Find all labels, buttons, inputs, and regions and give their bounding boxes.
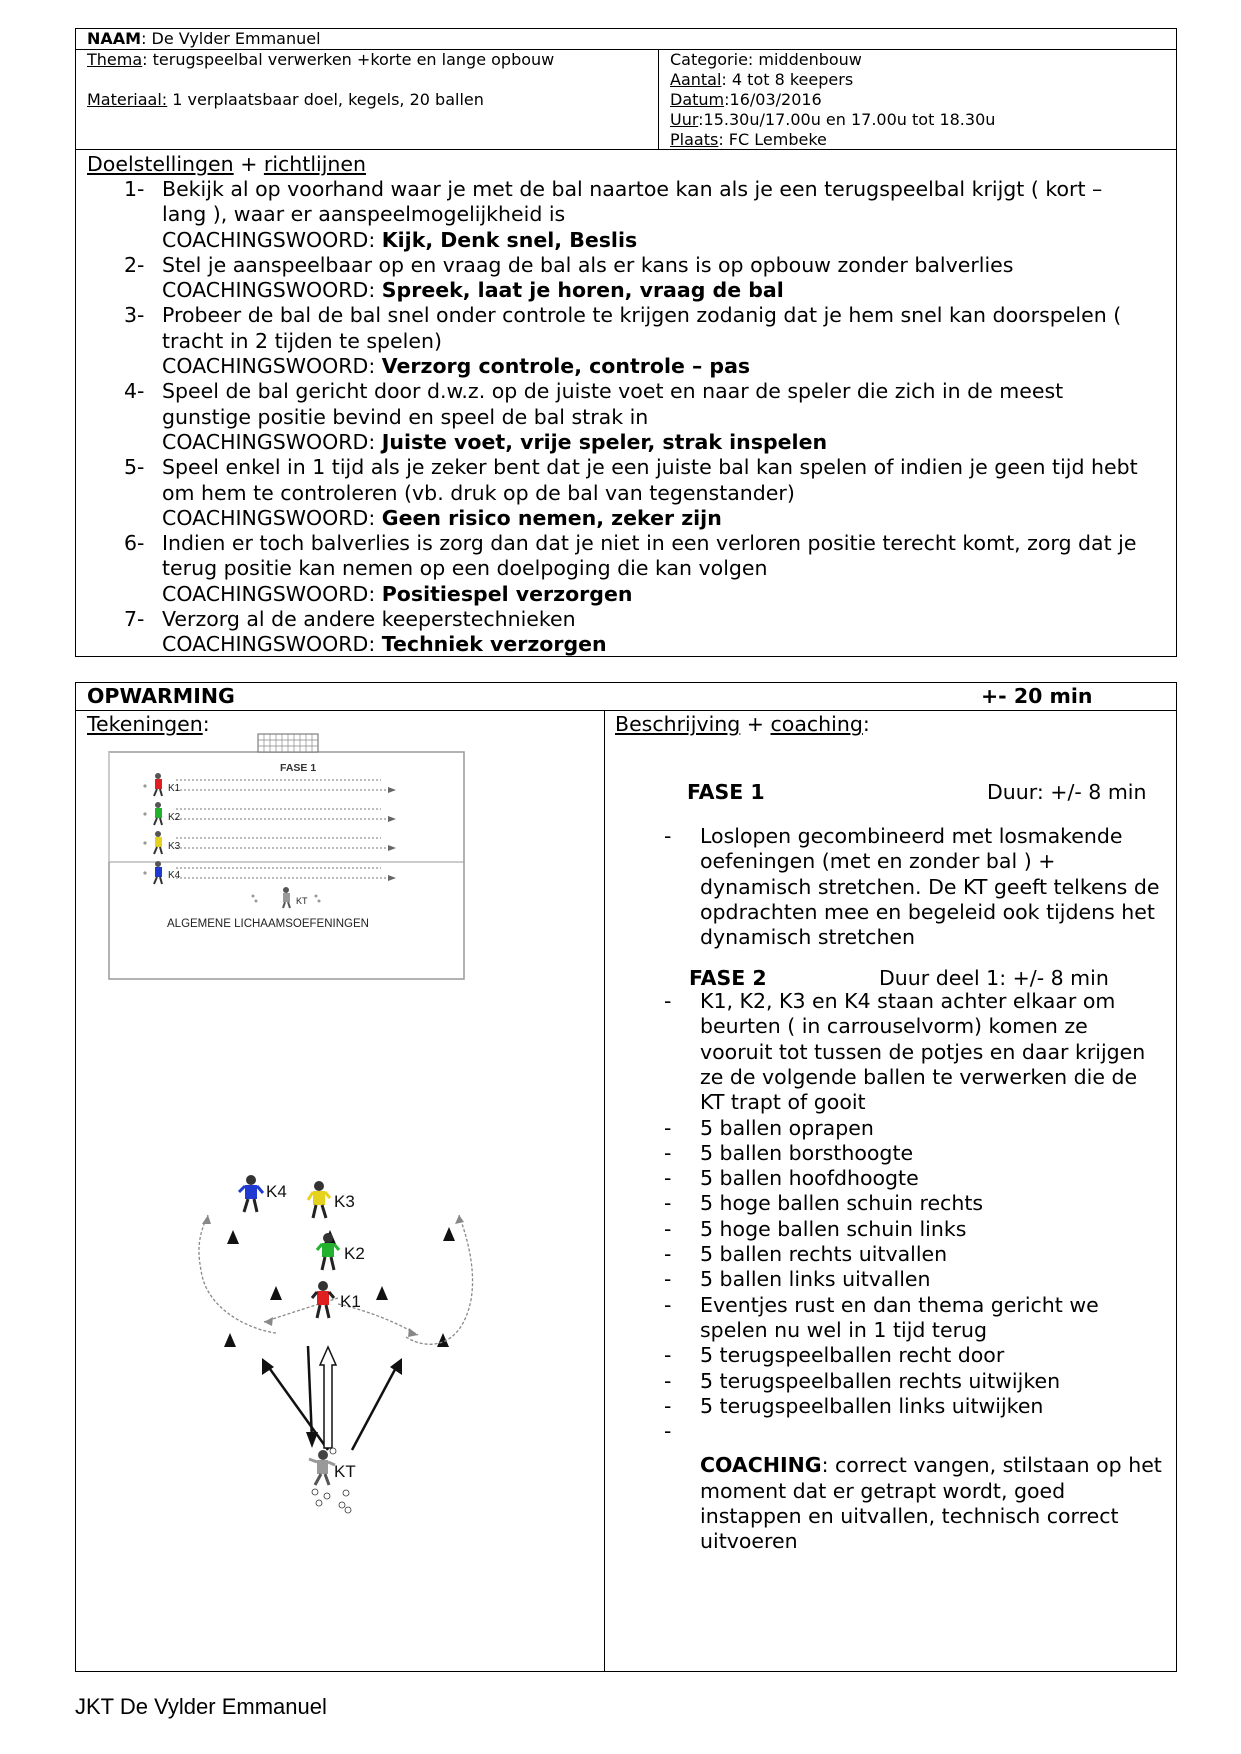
- objective-number: 1-: [124, 177, 145, 201]
- description-plus: +: [740, 712, 771, 736]
- diagram-fase2: [199, 1175, 473, 1513]
- objective-line: Speel enkel in 1 tijd als je zeker bent dat je een juiste bal kan spelen of indien je geen tijd hebt: [162, 455, 1138, 480]
- coach-kt-icon: [309, 1450, 335, 1485]
- description-colon: :: [862, 712, 870, 736]
- footer-text: JKT De Vylder Emmanuel: [75, 1694, 327, 1719]
- diagram1-label-kt: KT: [296, 896, 308, 906]
- coaching-word-value: Spreek, laat je horen, vraag de bal: [381, 278, 784, 303]
- bullet-dash: -: [664, 1267, 672, 1292]
- diagram-fase1: [76, 710, 604, 1670]
- objective-item: [124, 303, 1164, 379]
- plaats-label: Plaats: [670, 130, 719, 149]
- diagram1-fase-label: FASE 1: [280, 762, 317, 774]
- cone-icon: [224, 1333, 236, 1347]
- bullet-dash: -: [664, 824, 672, 848]
- coaching-word-value: Verzorg controle, controle – pas: [381, 354, 751, 379]
- bullet-dash: -: [664, 1393, 672, 1418]
- naam-label: NAAM: [87, 29, 142, 48]
- bullet-text: KT trapt of gooit: [700, 1090, 866, 1115]
- diagram1-label-k1: K1: [168, 783, 181, 794]
- bullet-dash: -: [664, 1140, 672, 1165]
- objective-line: Probeer de bal de bal snel onder controle te krijgen zodanig dat je hem snel kan doorspelen (: [162, 303, 1122, 328]
- cone-icon: [376, 1286, 388, 1300]
- bullet-dash: -: [664, 1343, 672, 1368]
- bullet-text: 5 ballen borsthoogte: [700, 1140, 914, 1165]
- objectives-title: [87, 152, 366, 177]
- aantal-label: Aantal: [670, 70, 722, 89]
- coaching-text: uitvoeren: [700, 1529, 798, 1554]
- bullet-dash: -: [664, 1166, 672, 1191]
- bullet-dash: -: [664, 1368, 672, 1393]
- objective-number: 5-: [124, 455, 145, 480]
- coaching-word-value: Kijk, Denk snel, Beslis: [381, 227, 638, 252]
- coaching-word-value: Positiespel verzorgen: [381, 581, 633, 606]
- bullet-text: beurten ( in carrouselvorm) komen ze: [700, 1014, 1088, 1039]
- thema-value: : terugspeelbal verwerken +korte en lange opbouw: [142, 50, 555, 69]
- bullet-text: 5 hoge ballen schuin rechts: [700, 1191, 984, 1216]
- diagram1-label-k3: K3: [168, 841, 181, 852]
- objective-line: Bekijk al op voorhand waar je met de bal naartoe kan als je een terugspeelbal krijgt ( kort –: [162, 177, 1103, 201]
- player-k2-icon: [317, 1233, 339, 1270]
- objective-item: [124, 379, 1164, 455]
- coaching-word-label: COACHINGSWOORD:: [162, 581, 382, 606]
- bullet-text: 5 terugspeelballen links uitwijken: [700, 1393, 1044, 1418]
- fase1-title: FASE 1: [687, 780, 765, 804]
- bullet-text: opdrachten mee en begeleid ook tijdens het: [700, 899, 1155, 924]
- fase2-title: FASE 2: [689, 966, 767, 990]
- coaching-text: : correct vangen, stilstaan op het: [821, 1453, 1162, 1478]
- objective-coaching: [162, 278, 1164, 303]
- objective-number: 7-: [124, 607, 145, 632]
- objective-line: Stel je aanspeelbaar op en vraag de bal als er kans is op opbouw zonder balverlies: [162, 252, 1014, 277]
- objective-line: lang ), waar er aanspeelmogelijkheid is: [162, 202, 566, 227]
- bullet-text: 5 ballen hoofdhoogte: [700, 1166, 919, 1191]
- description-label: [615, 712, 870, 737]
- bullet-text: Eventjes rust en dan thema gericht we: [700, 1292, 1099, 1317]
- objective-coaching: [162, 506, 1164, 531]
- aantal-value: : 4 tot 8 keepers: [721, 70, 854, 89]
- diagram1-label-k2: K2: [168, 812, 181, 823]
- warmup-duration: +- 20 min: [981, 684, 1093, 708]
- categorie: Categorie: middenbouw: [670, 50, 862, 69]
- coaching-line: [700, 1479, 1180, 1504]
- warmup-title: OPWARMING: [87, 684, 235, 708]
- coaching-word-value: Juiste voet, vrije speler, strak inspelen: [381, 429, 828, 454]
- materiaal-label: Materiaal:: [87, 90, 168, 109]
- uur-label: Uur: [670, 110, 699, 129]
- bullet-text: 5 hoge ballen schuin links: [700, 1216, 967, 1241]
- fase1-duration: Duur: +/- 8 min: [987, 780, 1147, 804]
- bullet-text: dynamisch stretchen. De KT geeft telkens de: [700, 874, 1160, 899]
- objectives-title-a: Doelstellingen: [87, 152, 234, 176]
- bullet-text: 5 ballen oprapen: [700, 1115, 874, 1140]
- goal-icon: [258, 734, 318, 752]
- coaching-line: [700, 1529, 1180, 1554]
- coaching-word-value: Geen risico nemen, zeker zijn: [381, 505, 722, 530]
- coaching-word-label: COACHINGSWOORD:: [162, 278, 382, 303]
- throw-arrow: [320, 1347, 336, 1448]
- objective-line: Indien er toch balverlies is zorg dan dat je niet in een verloren positie terecht komt, zorg dat je: [162, 531, 1137, 556]
- thema-label: Thema: [87, 50, 143, 69]
- warmup-section: [75, 682, 1177, 1672]
- bullet-text: oefeningen (met en zonder bal ) +: [700, 849, 1056, 874]
- header-left-cell: [76, 50, 659, 149]
- coaching-word-label: COACHINGSWOORD:: [162, 632, 382, 657]
- coaching-word-label: COACHINGSWOORD:: [162, 354, 382, 379]
- header-table: [75, 28, 1177, 150]
- diagram2-label-kt: KT: [334, 1462, 356, 1481]
- objective-number: 6-: [124, 531, 145, 556]
- cone-icon: [227, 1230, 239, 1244]
- diagram2-label-k2: K2: [344, 1244, 365, 1263]
- objectives-title-b: richtlijnen: [263, 152, 367, 176]
- uur-value: :15.30u/17.00u en 17.00u tot 18.30u: [698, 110, 996, 129]
- objective-item: [124, 177, 1164, 253]
- objective-line: Verzorg al de andere keeperstechnieken: [162, 607, 576, 632]
- coaching-word-label: COACHINGSWOORD:: [162, 505, 382, 530]
- naam-value: : De Vylder Emmanuel: [141, 29, 321, 48]
- bullet-text: 5 terugspeelballen rechts uitwijken: [700, 1368, 1061, 1393]
- name-row: [76, 29, 1176, 50]
- coaching-word-value: Techniek verzorgen: [381, 632, 607, 657]
- bullet-text: vooruit tot tussen de potjes en daar krijgen: [700, 1039, 1146, 1064]
- player-k4-icon: [239, 1175, 263, 1212]
- bullet-text: dynamisch stretchen: [700, 925, 916, 950]
- objective-item: [124, 607, 1164, 658]
- objective-number: 2-: [124, 252, 145, 277]
- bullet-text: 5 ballen links uitvallen: [700, 1267, 931, 1292]
- curved-run-arrows: [199, 1215, 473, 1344]
- objective-line: Speel de bal gericht door d.w.z. op de juiste voet en naar de speler die zich in de meest: [162, 379, 1064, 404]
- objective-line: gunstige positie bevind en speel de bal strak in: [162, 404, 649, 429]
- objective-coaching: [162, 430, 1164, 455]
- description-label-b: coaching: [770, 712, 863, 736]
- objectives-section: [75, 150, 1177, 657]
- objective-coaching: [162, 228, 1164, 253]
- diagram1-caption: ALGEMENE LICHAAMSOEFENINGEN: [167, 918, 369, 930]
- objective-coaching: [162, 354, 1164, 379]
- coaching-text: instappen en uitvallen, technisch correct: [700, 1504, 1119, 1528]
- bullet-dash: -: [664, 1115, 672, 1140]
- drawings-label-text: Tekeningen: [87, 712, 203, 736]
- objective-coaching: [162, 582, 1164, 607]
- diagram2-label-k4: K4: [266, 1182, 287, 1201]
- materiaal-value: 1 verplaatsbaar doel, kegels, 20 ballen: [167, 90, 484, 109]
- cone-icon: [437, 1333, 449, 1347]
- diagram-fase1-field: [109, 752, 464, 979]
- bullet-text: ze de volgende ballen te verwerken die de: [700, 1064, 1138, 1089]
- description-column: [604, 710, 1176, 1671]
- plaats-value: : FC Lembeke: [718, 130, 827, 149]
- cone-icon: [270, 1286, 282, 1300]
- curved-arrow-heads: [202, 1215, 464, 1337]
- objectives-list: [124, 177, 1164, 658]
- description-label-a: Beschrijving: [615, 712, 741, 736]
- cone-icon: [443, 1227, 455, 1241]
- objective-item: [124, 253, 1164, 304]
- bullet-text: spelen nu wel in 1 tijd terug: [700, 1317, 988, 1342]
- bullet-dash: -: [664, 1242, 672, 1266]
- bullet-dash: -: [664, 989, 672, 1013]
- objective-item: [124, 531, 1164, 607]
- bullet-text: 5 ballen rechts uitvallen: [700, 1242, 948, 1266]
- drawings-column: [76, 710, 605, 1671]
- objective-number: 3-: [124, 303, 145, 328]
- coaching-word-label: COACHINGSWOORD:: [162, 227, 382, 252]
- bullet-text: Loslopen gecombineerd met losmakende: [700, 824, 1123, 848]
- datum-value: :16/03/2016: [724, 90, 822, 109]
- coaching-line: [700, 1504, 1180, 1529]
- drawings-colon: :: [202, 712, 210, 736]
- objective-number: 4-: [124, 379, 145, 404]
- bullet-dash: -: [664, 1292, 672, 1317]
- player-k1-icon: [312, 1281, 334, 1318]
- objective-item: [124, 455, 1164, 531]
- coaching-label: COACHING: [700, 1453, 822, 1478]
- objective-line: om hem te controleren (vb. druk op de bal van tegenstander): [162, 480, 795, 505]
- bullet-text: 5 terugspeelballen recht door: [700, 1343, 1005, 1368]
- objective-line: terug positie kan nemen op een doelpoging die kan volgen: [162, 556, 768, 581]
- bullet-dash: -: [664, 1419, 672, 1444]
- objective-line: tracht in 2 tijden te spelen): [162, 328, 442, 353]
- diagram2-label-k1: K1: [340, 1292, 361, 1311]
- bullet-text: K1, K2, K3 en K4 staan achter elkaar om: [700, 989, 1116, 1013]
- diagram2-label-k3: K3: [334, 1192, 355, 1211]
- bullet-dash: -: [664, 1191, 672, 1216]
- coaching-text: moment dat er getrapt wordt, goed: [700, 1478, 1066, 1503]
- bullet-dash: -: [664, 1216, 672, 1241]
- diagram1-label-k4: K4: [168, 870, 181, 881]
- coaching-line: [700, 1453, 1180, 1478]
- objectives-plus: +: [233, 152, 264, 176]
- fase2-duration: Duur deel 1: +/- 8 min: [879, 966, 1109, 990]
- player-k3-icon: [308, 1181, 330, 1218]
- warmup-header: [76, 683, 1176, 711]
- objective-coaching: [162, 632, 1164, 657]
- header-right-cell: [659, 50, 1176, 149]
- coaching-word-label: COACHINGSWOORD:: [162, 429, 382, 454]
- datum-label: Datum: [670, 90, 725, 109]
